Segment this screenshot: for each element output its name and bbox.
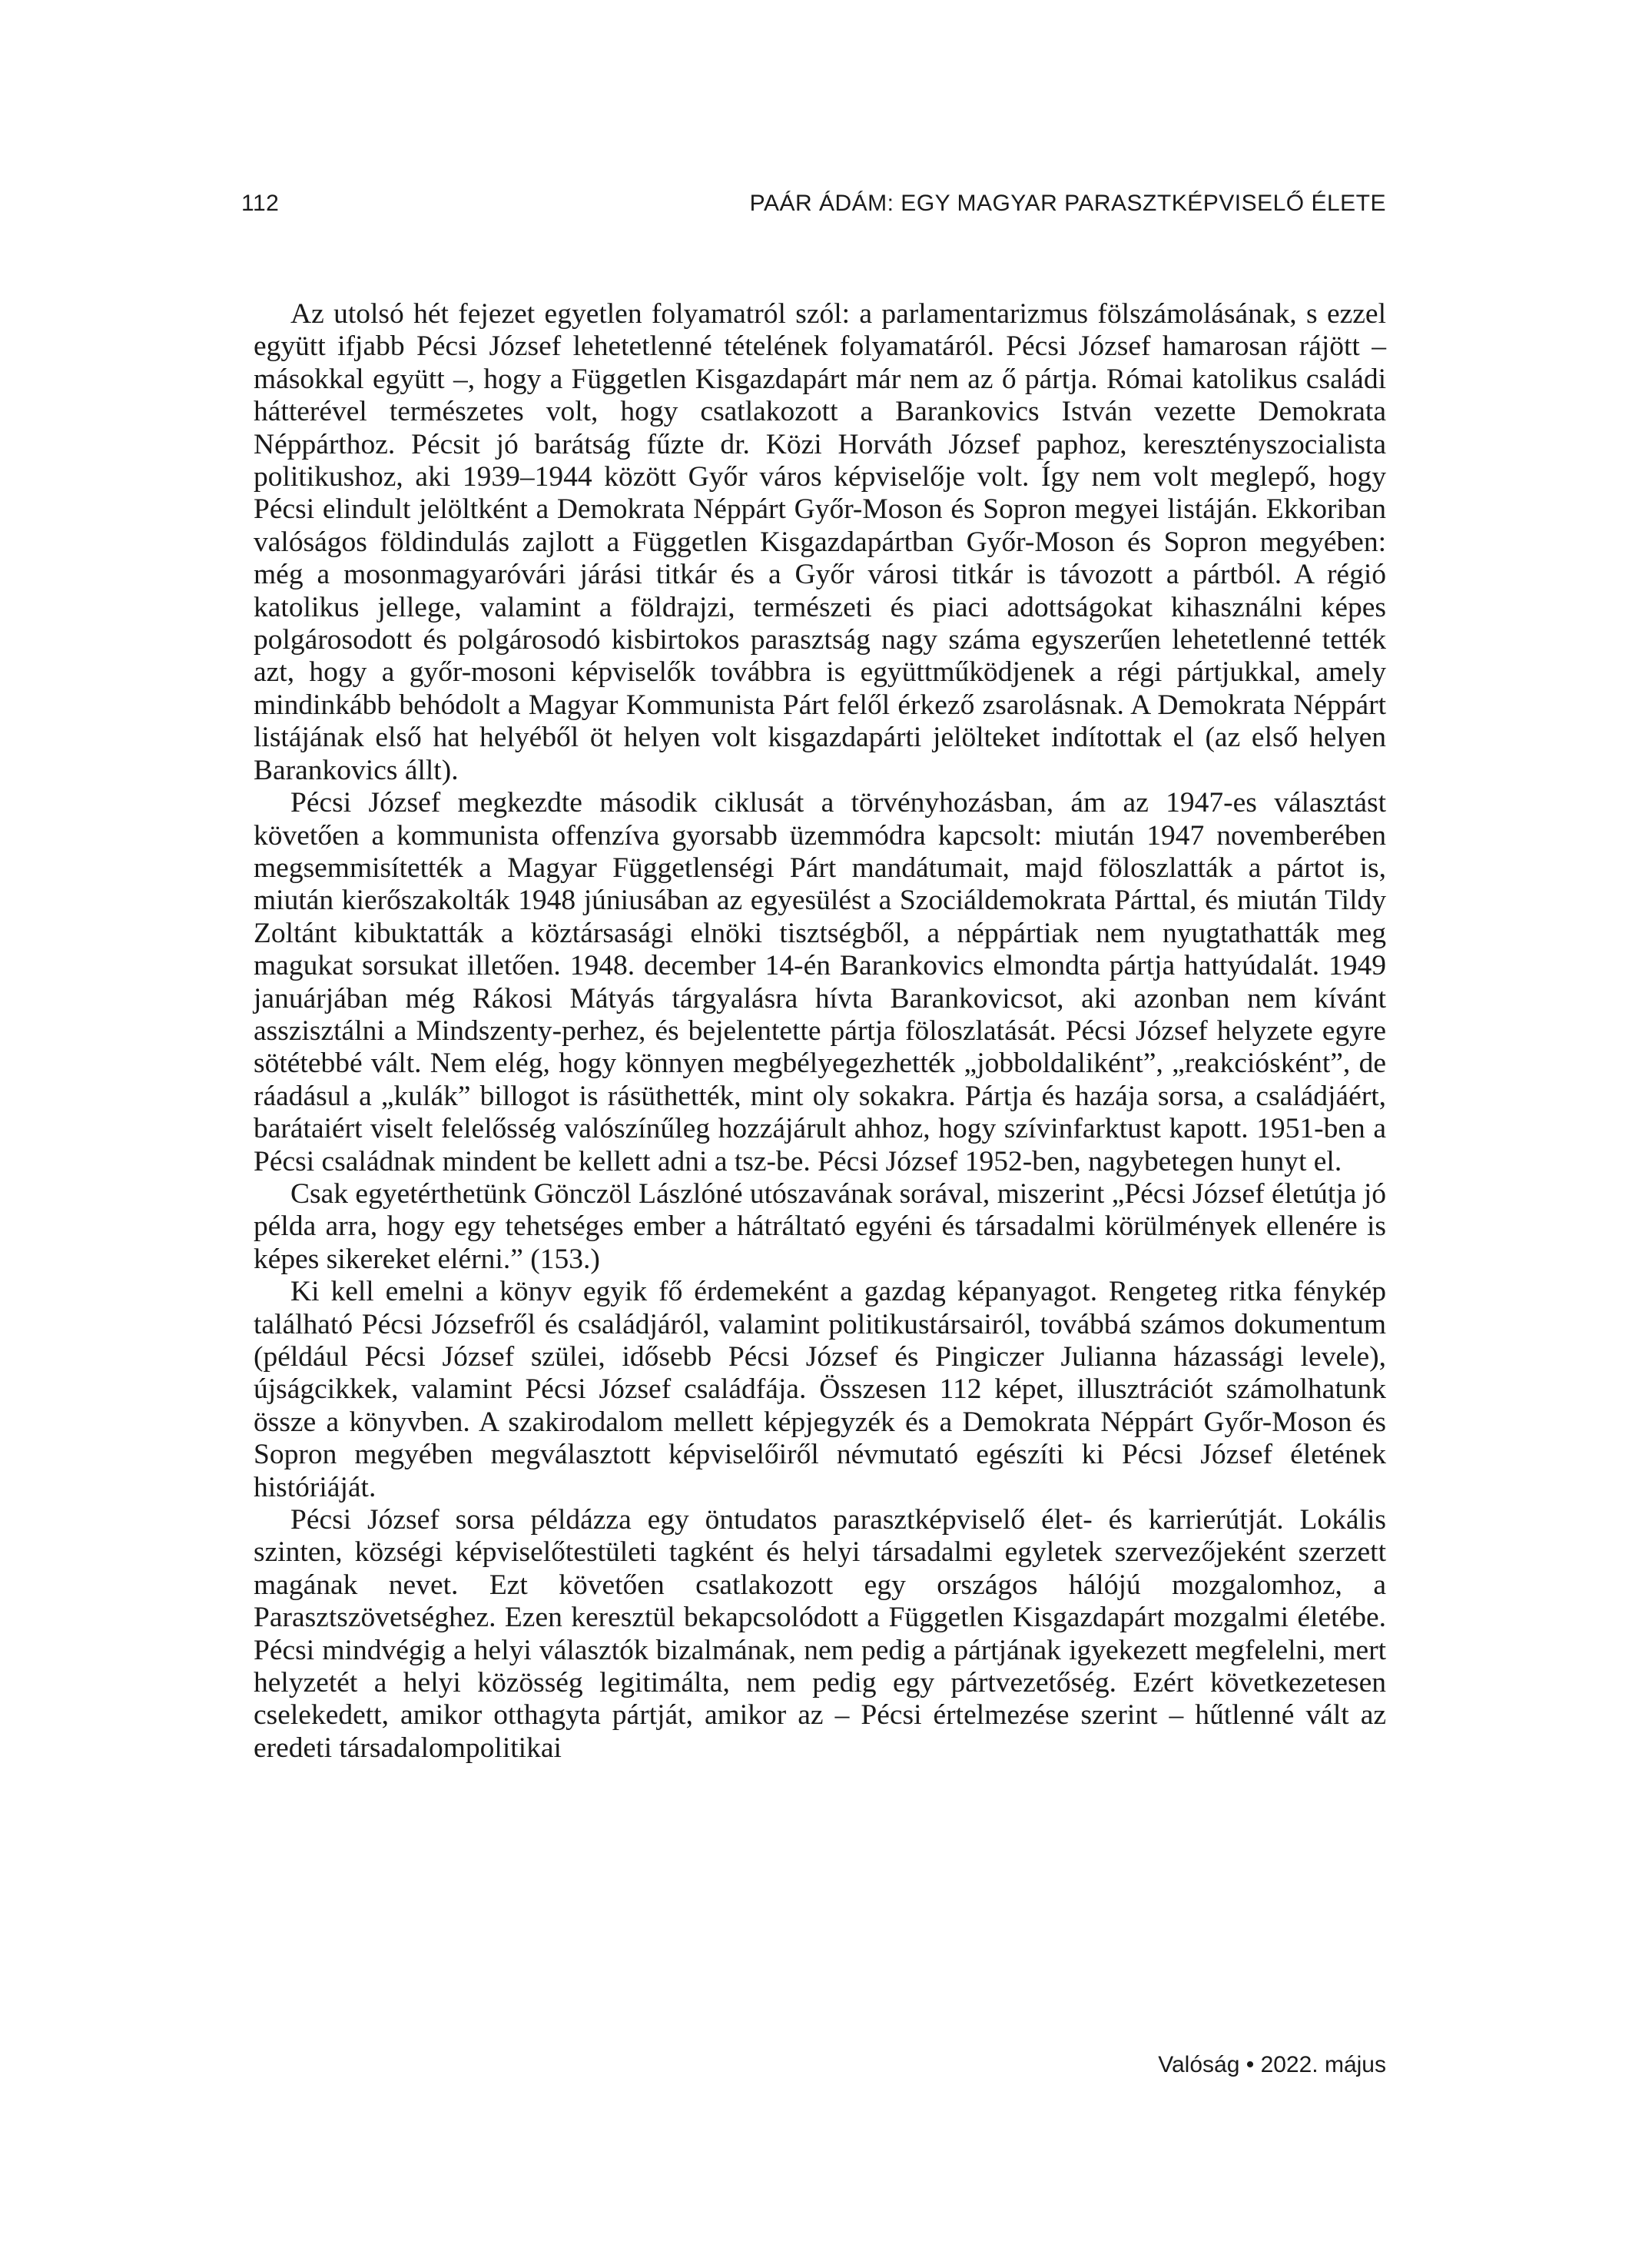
paragraph: Csak egyetérthetünk Gönczöl Lászlóné utószavának sorával, miszerint „Pécsi József életútja jó példa arra, hogy egy tehetséges ember a hátráltató egyéni és társadalmi körülmények ellenére is képes sikereket elérni.” (153.) [254,1177,1386,1275]
paragraph: Pécsi József sorsa példázza egy öntudatos parasztképviselő élet- és karrierútját. Lokális szinten, községi képviselőtestületi tagként és helyi társadalmi egyletek szervezőjeként szerzett magának nevet. Ezt követően csatlakozott egy országos hálójú mozgalomhoz, a Parasztszövetséghez. Ezen keresztül bekapcsolódott a Független Kisgazdapárt mozgalmi életébe. Pécsi mindvégig a helyi választók bizalmának, nem pedig a pártjának igyekezett megfelelni, mert helyzetét a helyi közösség legitimálta, nem pedig egy pártvezetőség. Ezért következetesen cselekedett, amikor otthagyta pártját, amikor az – Pécsi értelmezése szerint – hűtlenné vált az eredeti társadalompolitikai [254,1504,1386,1764]
page-number: 112 [241,191,280,216]
article-body [254,298,1386,1765]
paragraph: Pécsi József megkezdte második ciklusát a törvényhozásban, ám az 1947-es választást követően a kommunista offenzíva gyorsabb üzemmódra kapcsolt: miután 1947 novemberében megsemmisítették a Magyar Függetlenségi Párt mandátumait, majd föloszlatták a pártot is, miután kierőszakolták 1948 júniusában az egyesülést a Szociáldemokrata Párttal, és miután Tildy Zoltánt kibuktatták a köztársasági elnöki tisztségből, a néppártiak nem nyugtathatták meg magukat sorsukat illetően. 1948. december 14-én Barankovics elmondta pártja hattyúdalát. 1949 januárjában még Rákosi Mátyás tárgyalásra hívta Barankovicsot, aki azonban nem kívánt asszisztálni a Mindszenty-perhez, és bejelentette pártja föloszlatását. Pécsi József helyzete egyre sötétebbé vált. Nem elég, hogy könnyen megbélyegezhették „jobboldaliként”, „reakciósként”, de ráadásul a „kulák” billogot is rásüthették, mint oly sokakra. Pártja és hazája sorsa, a családjáért, barátaiért viselt felelősség valószínűleg hozzájárult ahhoz, hogy szívinfarktust kapott. 1951-ben a Pécsi családnak mindent be kellett adni a tsz-be. Pécsi József 1952-ben, nagybetegen hunyt el. [254,787,1386,1177]
paragraph: Az utolsó hét fejezet egyetlen folyamatról szól: a parlamentarizmus fölszámolásának, s ezzel együtt ifjabb Pécsi József lehetetlenné tételének folyamatáról. Pécsi József hamarosan rájött – másokkal együtt –, hogy a Független Kisgazdapárt már nem az ő pártja. Római katolikus családi hátterével természetes volt, hogy csatlakozott a Barankovics István vezette Demokrata Néppárthoz. Pécsit jó barátság fűzte dr. Közi Horváth József paphoz, keresztényszocialista politikushoz, aki 1939–1944 között Győr város képviselője volt. Így nem volt meglepő, hogy Pécsi elindult jelöltként a Demokrata Néppárt Győr-Moson és Sopron megyei listáján. Ekkoriban valóságos földindulás zajlott a Független Kisgazdapártban Győr-Moson és Sopron megyében: még a mosonmagyaróvári járási titkár és a Győr városi titkár is távozott a pártból. A régió katolikus jellege, valamint a földrajzi, természeti és piaci adottságokat kihasználni képes polgárosodott és polgárosodó kisbirtokos parasztság nagy száma egyszerűen lehetetlenné tették azt, hogy a győr-mosoni képviselők továbbra is együttműködjenek a régi pártjukkal, amely mindinkább behódolt a Magyar Kommunista Párt felől érkező zsarolásnak. A Demokrata Néppárt listájának első hat helyéből öt helyen volt kisgazdapárti jelölteket indítottak el (az első helyen Barankovics állt). [254,298,1386,786]
running-title: PAÁR ÁDÁM: EGY MAGYAR PARASZTKÉPVISELŐ ÉLETE [749,191,1386,216]
page-footer: Valóság • 2022. május [1158,2052,1386,2077]
paragraph: Ki kell emelni a könyv egyik fő érdemeként a gazdag képanyagot. Rengeteg ritka fénykép található Pécsi Józsefről és családjáról, valamint politikustársairól, továbbá számos dokumentum (például Pécsi József szülei, idősebb Pécsi József és Pingiczer Julianna házassági levele), újságcikkek, valamint Pécsi József családfája. Összesen 112 képet, illusztrációt számolhatunk össze a könyvben. A szakirodalom mellett képjegyzék és a Demokrata Néppárt Győr-Moson és Sopron megyében megválasztott képviselőiről névmutató egészíti ki Pécsi József életének históriáját. [254,1276,1386,1503]
page-header [241,191,1386,224]
